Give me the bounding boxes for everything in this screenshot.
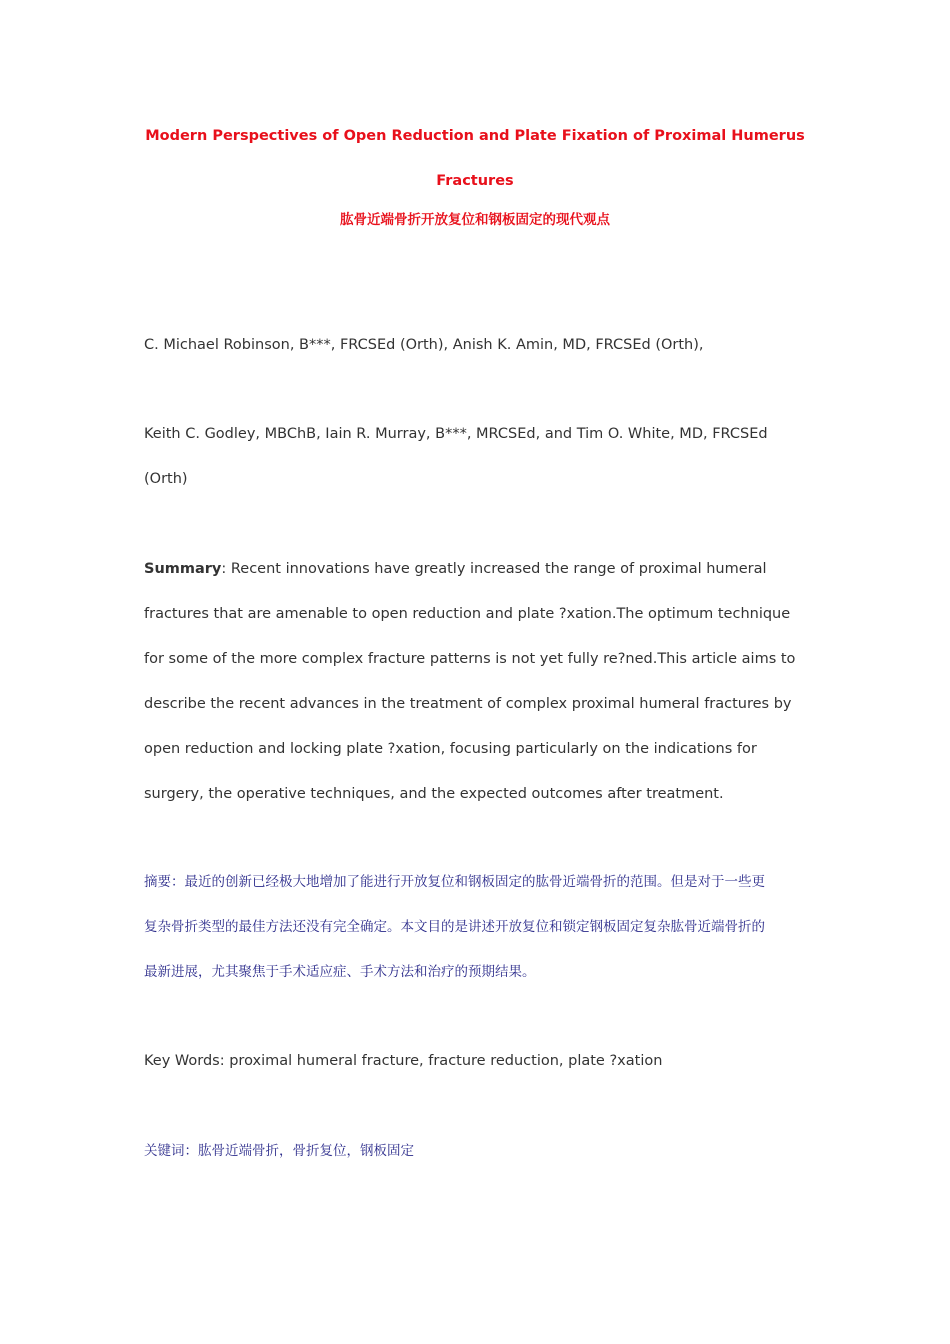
summary-chinese-paragraph xyxy=(144,860,814,995)
summary-paragraph xyxy=(144,547,814,817)
summary-line-4: describe the recent advances in the treatment of complex proximal humeral fractures by xyxy=(144,696,792,712)
keywords-english: Key Words: proximal humeral fracture, fracture reduction, plate ?xation xyxy=(144,1053,663,1069)
title-english-line-2: Fractures xyxy=(436,173,514,189)
summary-cn-line-1: 摘要：最近的创新已经极大地增加了能进行开放复位和钢板固定的肱骨近端骨折的范围。但是对于一些更 xyxy=(144,874,765,890)
title-english-line-1: Modern Perspectives of Open Reduction and Plate Fixation of Proximal Humerus xyxy=(145,128,805,144)
summary-line-6: surgery, the operative techniques, and the expected outcomes after treatment. xyxy=(144,786,724,802)
summary-line-5: open reduction and locking plate ?xation, focusing particularly on the indications for xyxy=(144,741,757,757)
keywords-chinese: 关键词：肱骨近端骨折，骨折复位，钢板固定 xyxy=(144,1143,414,1159)
summary-line-3: for some of the more complex fracture patterns is not yet fully re?ned.This article aims to xyxy=(144,651,796,667)
summary-line-1-text: : Recent innovations have greatly increased the range of proximal humeral xyxy=(221,561,767,577)
summary-cn-line-2: 复杂骨折类型的最佳方法还没有完全确定。本文目的是讲述开放复位和锁定钢板固定复杂肱骨近端骨折的 xyxy=(144,919,765,935)
authors-line-1: C. Michael Robinson, B***, FRCSEd (Orth), Anish K. Amin, MD, FRCSEd (Orth), xyxy=(144,337,704,353)
authors-line-3: (Orth) xyxy=(144,471,188,487)
title-chinese: 肱骨近端骨折开放复位和钢板固定的现代观点 xyxy=(340,212,610,228)
authors-block xyxy=(144,412,814,502)
authors-line-2: Keith C. Godley, MBChB, Iain R. Murray, B***, MRCSEd, and Tim O. White, MD, FRCSEd xyxy=(144,426,768,442)
summary-cn-line-3: 最新进展，尤其聚焦于手术适应症、手术方法和治疗的预期结果。 xyxy=(144,964,536,980)
summary-line-2: fractures that are amenable to open reduction and plate ?xation.The optimum technique xyxy=(144,606,791,622)
summary-line-1 xyxy=(144,547,814,592)
summary-label: Summary xyxy=(144,561,222,577)
